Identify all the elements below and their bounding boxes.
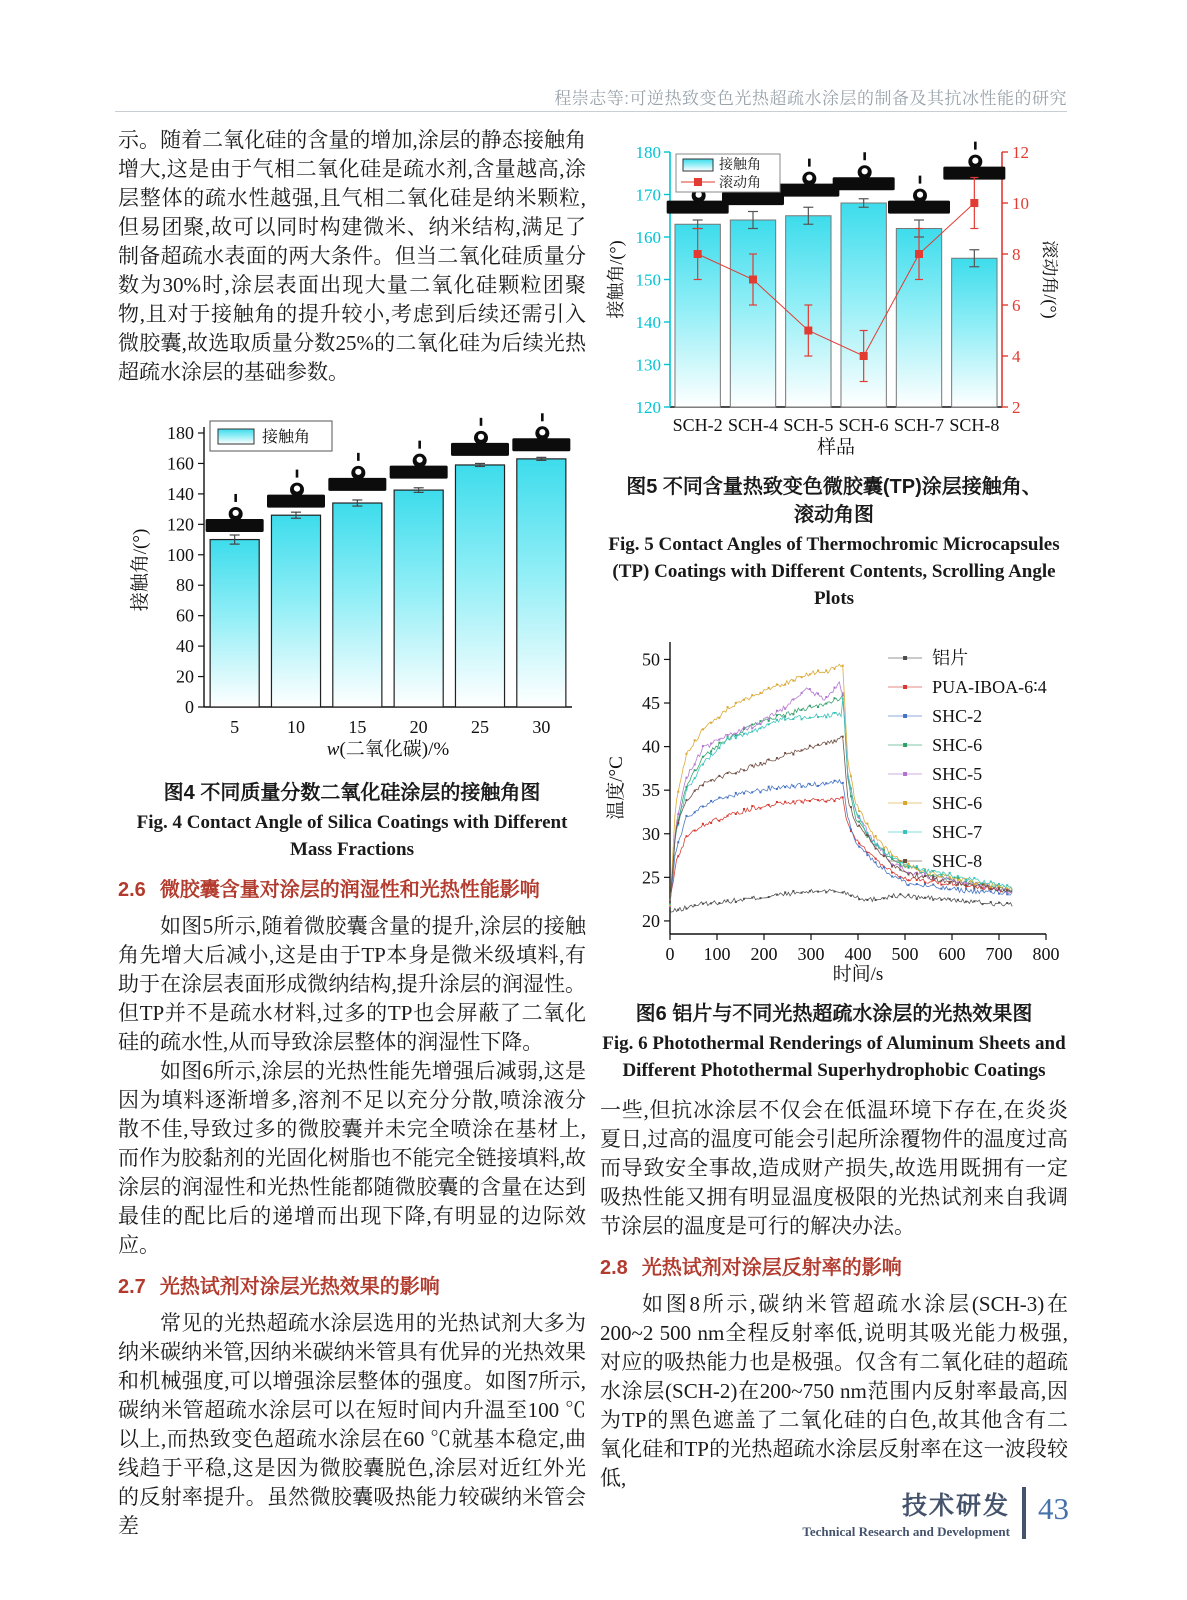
fig6-caption-zh: 图6 铝片与不同光热超疏水涂层的光热效果图 — [635, 1003, 1033, 1025]
svg-text:180: 180 — [635, 143, 661, 162]
svg-text:500: 500 — [891, 944, 919, 964]
svg-text:120: 120 — [635, 398, 661, 417]
footer-section-en: Technical Research and Development — [802, 1524, 1010, 1539]
svg-text:140: 140 — [635, 313, 661, 332]
svg-text:接触角/(°): 接触角/(°) — [130, 528, 151, 612]
svg-text:PUA-IBOA-6∶4: PUA-IBOA-6∶4 — [932, 677, 1047, 697]
section-2-7-title: 光热试剂对涂层光热效果的影响 — [159, 1276, 440, 1298]
svg-text:SHC-7: SHC-7 — [932, 822, 983, 842]
svg-text:160: 160 — [635, 228, 661, 247]
fig4-caption-zh: 图4 不同质量分数二氧化硅涂层的接触角图 — [163, 782, 541, 804]
svg-text:温度/°C: 温度/°C — [606, 756, 627, 820]
svg-text:SHC-5: SHC-5 — [932, 764, 983, 784]
section-2-6-paragraph-1: 如图5所示,随着微胶囊含量的提升,涂层的接触角先增大后减小,这是由于TP本身是微米级填料,有助于在涂层表面形成微纳结构,提升涂层的润湿性。但TP并不是疏水材料,过多的TP也会屏蔽了二氧化硅的疏水性,从而导致涂层整体的润湿性下降。 — [118, 914, 586, 1054]
page-number: 43 — [1038, 1491, 1069, 1526]
droplet-photo — [777, 159, 839, 197]
svg-text:SHC-6: SHC-6 — [932, 735, 983, 755]
fig5-bar — [730, 220, 775, 407]
section-2-7-heading — [118, 1274, 586, 1300]
svg-text:SHC-6: SHC-6 — [932, 793, 983, 813]
fig4-bar — [210, 540, 259, 707]
svg-text:5: 5 — [230, 717, 240, 737]
fig5-line-marker — [915, 250, 923, 258]
svg-text:SHC-2: SHC-2 — [932, 706, 983, 726]
svg-text:800: 800 — [1032, 944, 1060, 964]
svg-text:170: 170 — [635, 185, 661, 205]
droplet-photo — [328, 453, 386, 491]
svg-text:130: 130 — [635, 355, 661, 375]
svg-text:0: 0 — [665, 944, 675, 964]
svg-text:接触角/(°): 接触角/(°) — [606, 240, 626, 319]
svg-text:50: 50 — [642, 649, 660, 670]
svg-text:SCH-4: SCH-4 — [727, 415, 779, 435]
fig5-line-marker — [860, 352, 868, 360]
svg-text:100: 100 — [703, 944, 731, 964]
section-2-8-title: 光热试剂对涂层反射率的影响 — [641, 1257, 902, 1279]
fig6-legend — [888, 648, 1047, 871]
fig4-bar — [455, 465, 504, 707]
svg-text:40: 40 — [642, 736, 660, 757]
svg-text:10: 10 — [287, 717, 305, 737]
fig4-chart-svg — [124, 403, 584, 771]
svg-text:SHC-8: SHC-8 — [932, 851, 983, 871]
right-column — [600, 140, 1068, 1493]
fig4-bar — [394, 490, 443, 707]
fig5-chart-svg — [606, 140, 1058, 465]
droplet-photo — [451, 418, 509, 456]
section-2-7-paragraph: 常见的光热超疏水涂层选用的光热试剂大多为纳米碳纳米管,因纳米碳纳米管具有优异的光热效果和机械强度,可以增强涂层整体的强度。如图7所示,碳纳米管超疏水涂层可以在短时间内升温至100 ℃以上,而热致变色超疏水涂层在60 ℃就基本稳定,曲线趋于平稳,这是因为微胶囊脱色,涂层对近红外光的反射率提升。虽然微胶囊吸热能力较碳纳米管会差 — [118, 1311, 586, 1538]
fig4-bar — [333, 503, 382, 707]
svg-text:40: 40 — [176, 636, 194, 657]
svg-text:600: 600 — [938, 944, 966, 964]
svg-text:160: 160 — [167, 453, 194, 474]
fig6-caption-en: Fig. 6 Photothermal Renderings of Aluminum Sheets and Different Photothermal Superhydrophobic Coatings — [602, 1033, 1066, 1081]
fig5-bar — [952, 258, 997, 407]
section-2-6-title: 微胶囊含量对涂层的润湿性和光热性能影响 — [159, 879, 540, 901]
droplet-photo — [512, 413, 570, 451]
fig5-line-marker — [694, 250, 702, 258]
section-2-8-paragraph: 如图8所示,碳纳米管超疏水涂层(SCH-3)在200~2 500 nm全程反射率低,说明其吸光能力极强,对应的吸热能力也是极强。仅含有二氧化硅的超疏水涂层(SCH-2)在200~750 nm范围内反射率最高,因为TP的黑色遮盖了二氧化硅的白色,故其他含有二氧化硅和TP的光热超疏水涂层反射率在这一波段较低, — [600, 1292, 1068, 1490]
droplet-photo — [943, 142, 1005, 180]
svg-text:300: 300 — [797, 944, 825, 964]
svg-text:SCH-8: SCH-8 — [949, 415, 1000, 435]
fig5-caption-en: Fig. 5 Contact Angles of Thermochromic Microcapsules (TP) Coatings with Different Contents, Scrolling Angle Plots — [608, 534, 1060, 609]
footer-section-name — [802, 1486, 1010, 1540]
svg-text:180: 180 — [167, 423, 194, 443]
svg-text:样品: 样品 — [816, 437, 856, 458]
droplet-photo — [888, 176, 950, 214]
svg-text:6: 6 — [1012, 296, 1021, 315]
fig6-chart-svg — [602, 626, 1062, 992]
section-2-6-number: 2.6 — [118, 879, 146, 901]
fig5-line-marker — [804, 327, 812, 335]
svg-text:30: 30 — [532, 717, 551, 737]
svg-text:4: 4 — [1012, 347, 1021, 366]
continuation-paragraph: 一些,但抗冰涂层不仅会在低温环境下存在,在炎炎夏日,过高的温度可能会引起所涂覆物件的温度过高而导致安全事故,造成财产损失,故选用既拥有一定吸热性能又拥有明显温度极限的光热试剂来自我调节涂层的温度是可行的解决办法。 — [600, 1098, 1068, 1238]
fig4-bar — [517, 459, 566, 707]
footer-section-zh: 技术研发 — [901, 1492, 1010, 1520]
svg-text:w(二氧化碳)/%: w(二氧化碳)/% — [326, 739, 450, 760]
paragraph-intro: 示。随着二氧化硅的含量的增加,涂层的静态接触角增大,这是由于气相二氧化硅是疏水剂,含量越高,涂层整体的疏水性越强,且气相二氧化硅是纳米颗粒,但易团聚,故可以同时构建微米、纳米结构,满足了制备超疏水表面的两大条件。但当二氧化硅质量分数为30%时,涂层表面出现大量二氧化硅颗粒团聚物,且对于接触角的提升较小,考虑到后续还需引入微胶囊,故选取质量分数25%的二氧化硅为后续光热超疏水涂层的基础参数。 — [118, 128, 586, 384]
section-2-7-number: 2.7 — [118, 1276, 146, 1298]
svg-text:时间/s: 时间/s — [832, 964, 884, 985]
footer-divider-bar — [1022, 1487, 1026, 1539]
section-2-6-heading — [118, 877, 586, 903]
svg-text:80: 80 — [176, 575, 194, 596]
droplet-photo — [206, 494, 264, 532]
section-2-6-paragraph-2: 如图6所示,涂层的光热性能先增强后减弱,这是因为填料逐渐增多,溶剂不足以充分分散,喷涂液分散不佳,导致过多的微胶囊并未完全喷涂在基材上,而作为胶黏剂的光固化树脂也不能完全链接填料,故涂层的润湿性和光热性能都随微胶囊的含量在达到最佳的配比后的递增而出现下降,有明显的边际效应。 — [118, 1059, 586, 1257]
svg-text:20: 20 — [409, 717, 428, 737]
droplet-photo — [833, 152, 895, 190]
svg-text:20: 20 — [642, 910, 660, 931]
svg-text:滚动角: 滚动角 — [719, 176, 761, 191]
section-2-8-number: 2.8 — [600, 1257, 628, 1279]
fig5-legend — [676, 154, 780, 192]
svg-text:接触角: 接触角 — [719, 158, 761, 173]
fig5-line-marker — [749, 276, 757, 284]
svg-text:SCH-7: SCH-7 — [893, 415, 945, 435]
left-column — [118, 126, 586, 1541]
fig5-caption-zh-line1: 图5 不同含量热致变色微胶囊(TP)涂层接触角、 — [626, 476, 1042, 498]
svg-text:SCH-2: SCH-2 — [672, 415, 723, 435]
fig5-chart — [606, 140, 1058, 465]
svg-text:12: 12 — [1012, 143, 1029, 162]
svg-text:120: 120 — [167, 514, 194, 535]
svg-text:滚动角/(°): 滚动角/(°) — [1040, 240, 1058, 319]
fig5-line-marker — [970, 199, 978, 207]
header-divider — [115, 111, 1067, 112]
footer — [802, 1486, 1069, 1540]
fig6-series-line — [670, 889, 1012, 912]
svg-text:接触角: 接触角 — [262, 429, 311, 446]
fig4-legend — [210, 421, 332, 451]
svg-text:2: 2 — [1012, 398, 1021, 417]
section-2-8-heading — [600, 1255, 1068, 1281]
svg-text:400: 400 — [844, 944, 872, 964]
fig4-bar — [271, 515, 320, 707]
svg-text:20: 20 — [176, 666, 194, 687]
svg-text:150: 150 — [635, 270, 661, 290]
svg-text:SCH-6: SCH-6 — [838, 415, 889, 435]
svg-text:8: 8 — [1012, 245, 1021, 264]
svg-text:200: 200 — [750, 944, 778, 964]
svg-text:30: 30 — [642, 823, 660, 844]
fig5-caption-zh-line2: 滚动角图 — [794, 504, 874, 526]
svg-text:铝片: 铝片 — [932, 648, 969, 668]
droplet-photo — [390, 441, 448, 479]
svg-text:700: 700 — [985, 944, 1013, 964]
svg-text:45: 45 — [642, 693, 660, 714]
fig4-caption-en: Fig. 4 Contact Angle of Silica Coatings with Different Mass Fractions — [136, 812, 568, 860]
svg-text:SCH-5: SCH-5 — [783, 415, 834, 435]
svg-text:15: 15 — [348, 717, 367, 737]
droplet-photo — [267, 470, 325, 508]
svg-text:60: 60 — [176, 605, 194, 626]
fig4-chart — [124, 403, 584, 771]
svg-text:25: 25 — [642, 867, 660, 888]
svg-text:25: 25 — [471, 717, 489, 737]
running-header: 程崇志等:可逆热致变色光热超疏水涂层的制备及其抗冰性能的研究 — [554, 89, 1067, 108]
svg-text:100: 100 — [167, 544, 194, 565]
svg-text:0: 0 — [185, 697, 194, 717]
fig6-chart — [602, 626, 1062, 992]
svg-text:35: 35 — [642, 780, 660, 801]
svg-text:140: 140 — [167, 483, 194, 504]
svg-text:10: 10 — [1012, 194, 1029, 213]
